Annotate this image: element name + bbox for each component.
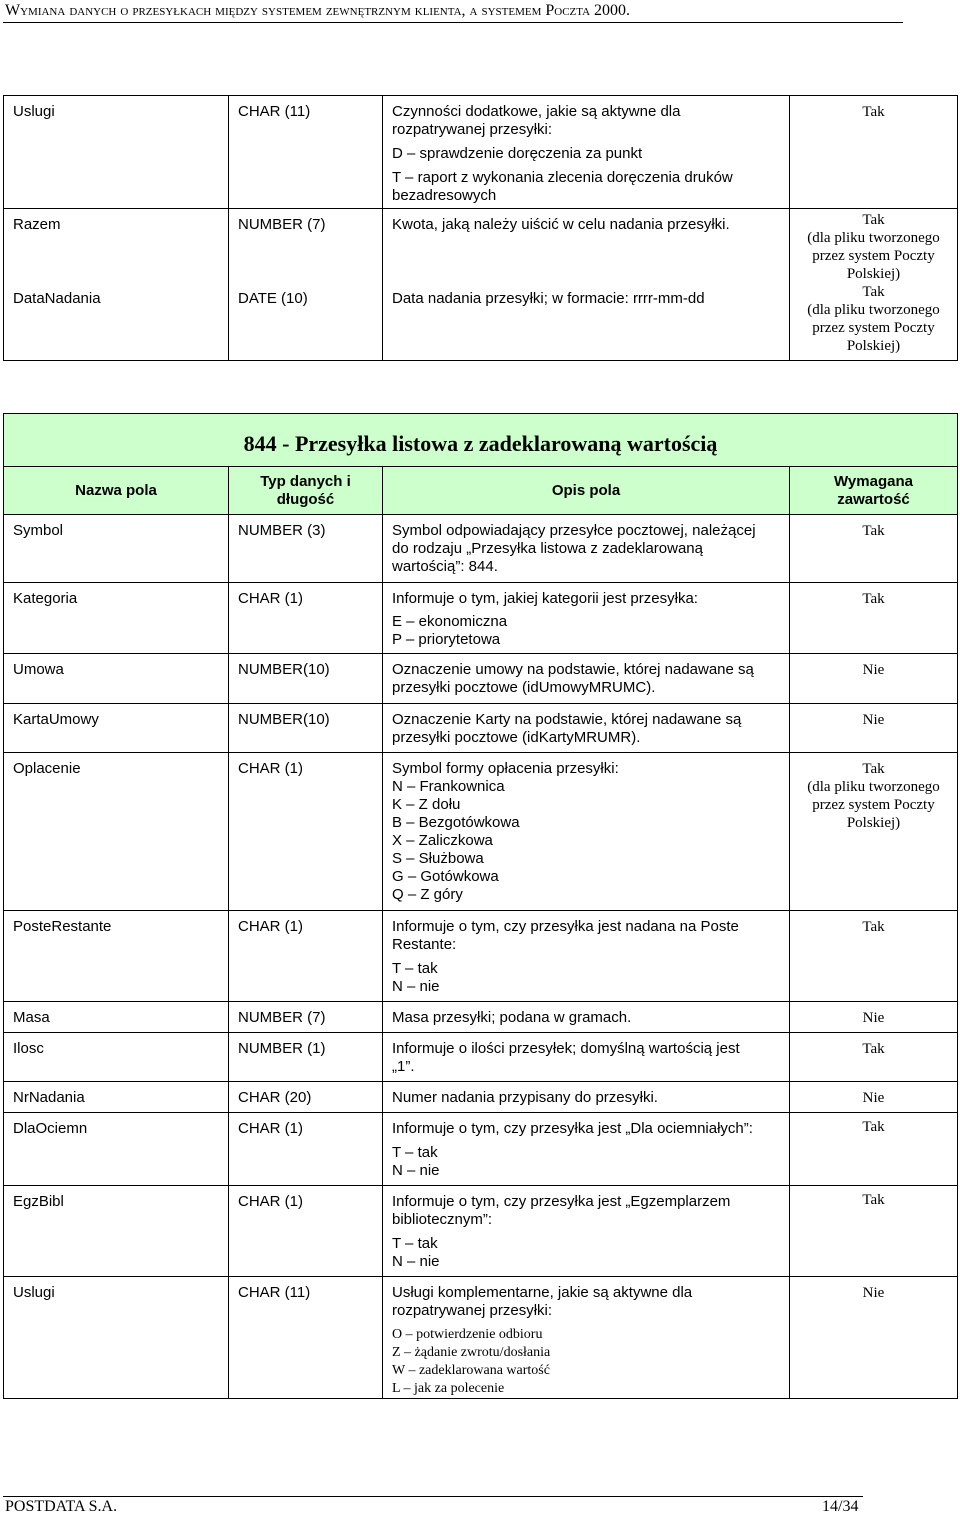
table-row <box>4 911 958 1002</box>
field-type: NUMBER (7) <box>229 1002 383 1033</box>
field-name: EgzBibl <box>4 1186 229 1277</box>
field-type: CHAR (1) <box>229 1186 383 1277</box>
header-divider <box>3 22 903 23</box>
field-description: Czynności dodatkowe, jakie są aktywne dla rozpatrywanej przesyłki: D – sprawdzenie doręczenia za punkt T – raport z wykonania zlecenia doręczenia druków bezadresowych <box>383 96 790 209</box>
field-description: Symbol formy opłacenia przesyłki: N – Frankownica K – Z dołu B – Bezgotówkowa X – Zaliczkowa S – Służbowa G – Gotówkowa Q – Z góry <box>383 753 790 911</box>
column-header-name: Nazwa pola <box>4 467 229 515</box>
field-type: NUMBER (7) <box>229 209 383 284</box>
field-description: Oznaczenie umowy na podstawie, której nadawane są przesyłki pocztowe (idUmowyMRUMC). <box>383 654 790 704</box>
field-type: CHAR (1) <box>229 911 383 1002</box>
field-required: Tak <box>790 911 958 1002</box>
fields-table-844 <box>3 413 958 1399</box>
field-required: Tak (dla pliku tworzonego przez system Poczty Polskiej) <box>790 209 958 284</box>
field-required: Nie <box>790 654 958 704</box>
field-required: Nie <box>790 1082 958 1113</box>
field-description: Oznaczenie Karty na podstawie, której nadawane są przesyłki pocztowe (idKartyMRUMR). <box>383 704 790 753</box>
table-title: 844 - Przesyłka listowa z zadeklarowaną wartością <box>4 414 958 467</box>
table-row <box>4 583 958 654</box>
field-required: Nie <box>790 704 958 753</box>
field-type: NUMBER (1) <box>229 1033 383 1082</box>
table-row <box>4 1082 958 1113</box>
field-description: Masa przesyłki; podana w gramach. <box>383 1002 790 1033</box>
footer-page-number: 14/34 <box>822 1498 859 1515</box>
table-row <box>4 283 958 360</box>
field-required: Tak <box>790 515 958 583</box>
field-name: Razem <box>4 209 229 284</box>
table-header-row <box>4 467 958 515</box>
field-description: Symbol odpowiadający przesyłce pocztowej, należącej do rodzaju „Przesyłka listowa z zadeklarowaną wartością”: 844. <box>383 515 790 583</box>
field-required: Nie <box>790 1002 958 1033</box>
field-type: NUMBER(10) <box>229 654 383 704</box>
table-row <box>4 515 958 583</box>
field-description: Informuje o tym, czy przesyłka jest nadana na Poste Restante: T – tak N – nie <box>383 911 790 1002</box>
column-header-type: Typ danych i długość <box>229 467 383 515</box>
field-name: Masa <box>4 1002 229 1033</box>
field-description: Numer nadania przypisany do przesyłki. <box>383 1082 790 1113</box>
field-description: Usługi komplementarne, jakie są aktywne dla rozpatrywanej przesyłki: O – potwierdzenie odbioru Z – żądanie zwrotu/dosłania W – zadeklarowana wartość L – jak za polecenie <box>383 1277 790 1399</box>
field-description: Kwota, jaką należy uiścić w celu nadania przesyłki. <box>383 209 790 284</box>
field-name: NrNadania <box>4 1082 229 1113</box>
field-name: Symbol <box>4 515 229 583</box>
field-required: Nie <box>790 1277 958 1399</box>
field-required: Tak <box>790 1033 958 1082</box>
field-type: CHAR (11) <box>229 96 383 209</box>
table-row <box>4 96 958 209</box>
field-name: KartaUmowy <box>4 704 229 753</box>
field-name: Ilosc <box>4 1033 229 1082</box>
fields-table-continued <box>3 95 958 361</box>
table-row <box>4 209 958 284</box>
field-required: Tak <box>790 1113 958 1186</box>
field-type: NUMBER(10) <box>229 704 383 753</box>
field-name: Uslugi <box>4 1277 229 1399</box>
field-description: Informuje o tym, czy przesyłka jest „Dla ociemniałych”: T – tak N – nie <box>383 1113 790 1186</box>
table-row <box>4 704 958 753</box>
field-required: Tak <box>790 583 958 654</box>
column-header-description: Opis pola <box>383 467 790 515</box>
field-description: Informuje o tym, czy przesyłka jest „Egzemplarzem bibliotecznym”: T – tak N – nie <box>383 1186 790 1277</box>
field-name: Kategoria <box>4 583 229 654</box>
field-required: Tak (dla pliku tworzonego przez system Poczty Polskiej) <box>790 753 958 911</box>
field-name: DlaOciemn <box>4 1113 229 1186</box>
table-row <box>4 654 958 704</box>
field-type: DATE (10) <box>229 283 383 360</box>
field-type: NUMBER (3) <box>229 515 383 583</box>
table-row <box>4 1033 958 1082</box>
table-row <box>4 1277 958 1399</box>
table-row <box>4 1113 958 1186</box>
field-name: PosteRestante <box>4 911 229 1002</box>
document-header-title: Wymiana danych o przesyłkach między systemem zewnętrznym klienta, a systemem Poczta 2000. <box>5 2 631 19</box>
field-description: Informuje o tym, jakiej kategorii jest przesyłka: E – ekonomiczna P – priorytetowa <box>383 583 790 654</box>
field-name: DataNadania <box>4 283 229 360</box>
field-description: Informuje o ilości przesyłek; domyślną wartością jest „1”. <box>383 1033 790 1082</box>
field-type: CHAR (11) <box>229 1277 383 1399</box>
field-description: Data nadania przesyłki; w formacie: rrrr-mm-dd <box>383 283 790 360</box>
footer-divider <box>3 1496 863 1497</box>
field-required: Tak <box>790 96 958 209</box>
field-name: Umowa <box>4 654 229 704</box>
field-name: Oplacenie <box>4 753 229 911</box>
field-type: CHAR (20) <box>229 1082 383 1113</box>
table-row <box>4 1186 958 1277</box>
field-required: Tak (dla pliku tworzonego przez system Poczty Polskiej) <box>790 283 958 360</box>
table-row <box>4 753 958 911</box>
field-type: CHAR (1) <box>229 1113 383 1186</box>
footer-company: POSTDATA S.A. <box>5 1498 118 1515</box>
column-header-required: Wymagana zawartość <box>790 467 958 515</box>
field-type: CHAR (1) <box>229 583 383 654</box>
field-name: Uslugi <box>4 96 229 209</box>
table-row <box>4 1002 958 1033</box>
field-type: CHAR (1) <box>229 753 383 911</box>
field-required: Tak <box>790 1186 958 1277</box>
